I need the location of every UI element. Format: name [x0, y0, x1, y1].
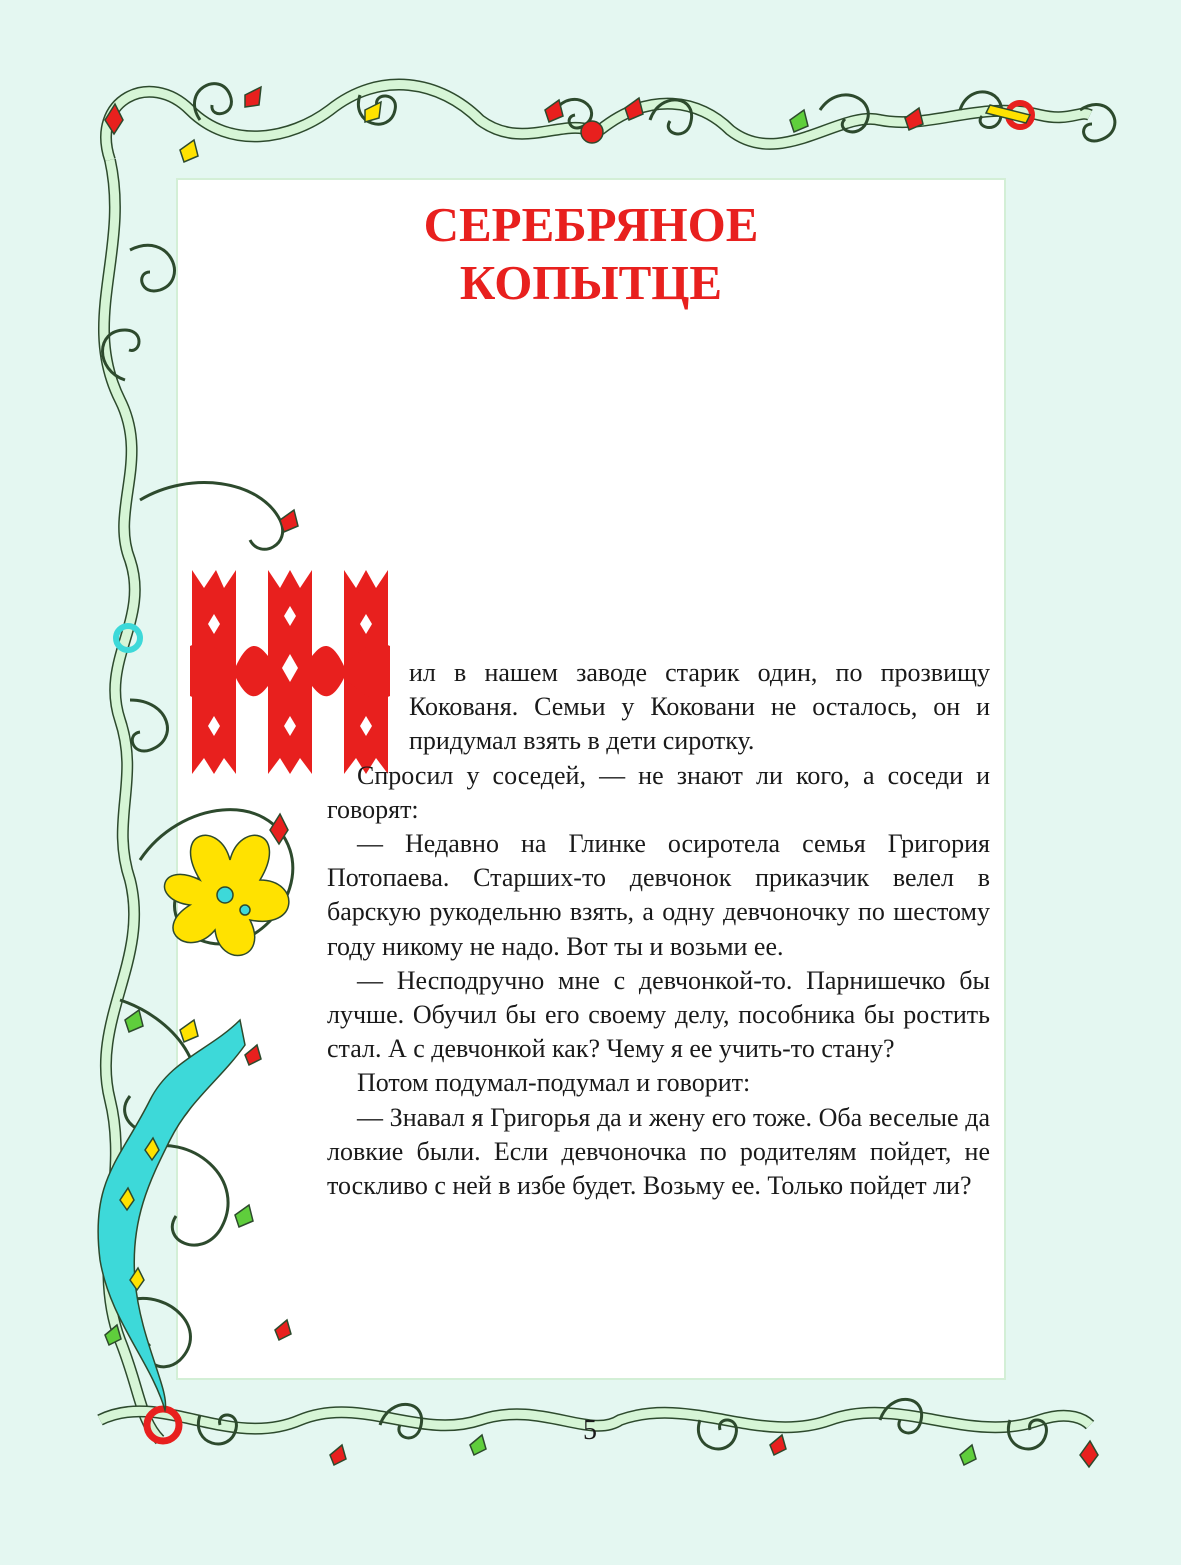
paragraph-3: — Недавно на Глинке осиротела семья Григория Потопаева. Старших-то девчонок приказчик велел в барскую рукодельню взять, а одну девчоночку по шестому году никому не надо. Вот ты и возьми ее.: [327, 829, 990, 961]
page-number: 5: [583, 1415, 597, 1446]
title-line-2: КОПЫТЦЕ: [459, 255, 723, 310]
story-body: [327, 656, 990, 1203]
paragraph-4: — Несподручно мне с девчонкой-то. Парнишечко бы лучше. Обучил бы его своему делу, пособника бы ростить стал. А с девчонкой как? Чему я ее учить-то стану?: [327, 965, 990, 1064]
paragraph-2: Спросил у соседей, — не знают ли кого, а соседи и говорят:: [327, 760, 990, 824]
title-line-1: СЕРЕБРЯНОЕ: [423, 197, 759, 252]
paragraph-1: ил в нашем заводе старик один, по прозвищу Кокованя. Семьи у Коковани не осталось, он и придумал взять в дети сиротку.: [409, 658, 990, 756]
story-title: [176, 196, 1006, 312]
paragraph-6: — Знавал я Григорья да и жену его тоже. Оба веселые да ловкие были. Если девчоночка по родителям пойдет, не тоскливо с ней в избе будет. Возьму ее. Только пойдет ли?: [327, 1102, 990, 1201]
paragraph-5: Потом подумал-подумал и говорит:: [357, 1068, 751, 1098]
